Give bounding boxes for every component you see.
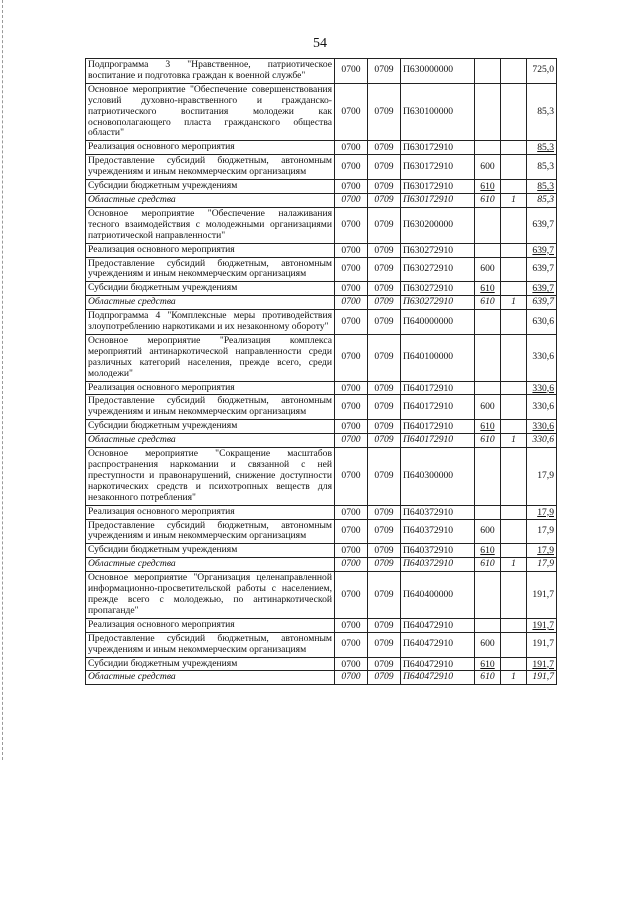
row-section-code: 0700 (335, 657, 368, 671)
row-funding-source (501, 282, 527, 296)
row-funding-source (501, 505, 527, 519)
row-subsection-code: 0709 (368, 448, 401, 506)
row-name: Реализация основного мероприятия (86, 505, 335, 519)
row-expense-type (475, 141, 501, 155)
row-name: Основное мероприятие "Реализация комплекса мероприятий антинаркотической направленности среди различных категорий населения, прежде всего, среди молодежи" (86, 334, 335, 381)
row-target-code: П640372910 (401, 544, 475, 558)
table-row (86, 420, 557, 434)
row-target-code: П630172910 (401, 193, 475, 207)
row-section-code: 0700 (335, 671, 368, 685)
row-target-code: П640472910 (401, 618, 475, 632)
row-funding-source (501, 141, 527, 155)
row-expense-type: 600 (475, 632, 501, 657)
row-section-code: 0700 (335, 155, 368, 180)
row-section-code: 0700 (335, 381, 368, 395)
row-expense-type: 610 (475, 193, 501, 207)
row-section-code: 0700 (335, 572, 368, 619)
row-subsection-code: 0709 (368, 434, 401, 448)
row-name: Областные средства (86, 434, 335, 448)
row-section-code: 0700 (335, 83, 368, 141)
table-row (86, 207, 557, 243)
row-expense-type: 610 (475, 420, 501, 434)
row-section-code: 0700 (335, 434, 368, 448)
row-expense-type: 600 (475, 257, 501, 282)
row-name: Областные средства (86, 193, 335, 207)
row-expense-type (475, 59, 501, 84)
row-expense-type: 610 (475, 671, 501, 685)
row-funding-source (501, 155, 527, 180)
row-amount: 85,3 (527, 155, 557, 180)
row-amount: 85,3 (527, 193, 557, 207)
row-amount: 191,7 (527, 671, 557, 685)
row-name: Субсидии бюджетным учреждениям (86, 180, 335, 194)
row-name: Субсидии бюджетным учреждениям (86, 420, 335, 434)
row-amount: 17,9 (527, 519, 557, 544)
row-funding-source (501, 420, 527, 434)
row-target-code: П640400000 (401, 572, 475, 619)
table-row (86, 519, 557, 544)
row-funding-source: 1 (501, 434, 527, 448)
row-funding-source (501, 395, 527, 420)
row-expense-type: 610 (475, 558, 501, 572)
row-name: Основное мероприятие "Сокращение масштабов распространения наркомании и связанной с ней преступности и правонарушений, снижение доступности наркотических средств и психотропных веществ для незаконного потребления" (86, 448, 335, 506)
row-section-code: 0700 (335, 59, 368, 84)
table-row-regional-funds (86, 434, 557, 448)
row-subsection-code: 0709 (368, 334, 401, 381)
row-subsection-code: 0709 (368, 381, 401, 395)
row-expense-type (475, 334, 501, 381)
table-row (86, 310, 557, 335)
row-expense-type (475, 207, 501, 243)
row-subsection-code: 0709 (368, 505, 401, 519)
row-subsection-code: 0709 (368, 395, 401, 420)
row-section-code: 0700 (335, 632, 368, 657)
table-row-regional-funds (86, 671, 557, 685)
row-name: Предоставление субсидий бюджетным, автономным учреждениям и иным некоммерческим организациям (86, 257, 335, 282)
page-number: 54 (313, 36, 327, 51)
row-expense-type: 610 (475, 657, 501, 671)
row-target-code: П640372910 (401, 519, 475, 544)
row-name: Областные средства (86, 671, 335, 685)
table-row (86, 59, 557, 84)
table-row-regional-funds (86, 558, 557, 572)
row-target-code: П630272910 (401, 257, 475, 282)
row-expense-type (475, 448, 501, 506)
row-funding-source (501, 83, 527, 141)
row-name: Предоставление субсидий бюджетным, автономным учреждениям и иным некоммерческим организациям (86, 519, 335, 544)
table-row (86, 448, 557, 506)
table-row (86, 180, 557, 194)
row-funding-source (501, 310, 527, 335)
row-expense-type: 610 (475, 544, 501, 558)
row-funding-source (501, 572, 527, 619)
row-amount: 17,9 (527, 558, 557, 572)
budget-table-body (86, 59, 557, 685)
row-funding-source: 1 (501, 193, 527, 207)
row-target-code: П640100000 (401, 334, 475, 381)
row-funding-source (501, 334, 527, 381)
row-name: Реализация основного мероприятия (86, 618, 335, 632)
row-target-code: П630172910 (401, 141, 475, 155)
row-expense-type: 610 (475, 434, 501, 448)
row-name: Предоставление субсидий бюджетным, автономным учреждениям и иным некоммерческим организациям (86, 395, 335, 420)
row-section-code: 0700 (335, 334, 368, 381)
row-expense-type (475, 243, 501, 257)
table-row-regional-funds (86, 193, 557, 207)
binding-margin-rule (2, 0, 4, 760)
row-subsection-code: 0709 (368, 632, 401, 657)
row-funding-source (501, 207, 527, 243)
row-subsection-code: 0709 (368, 282, 401, 296)
row-subsection-code: 0709 (368, 296, 401, 310)
row-target-code: П640472910 (401, 657, 475, 671)
row-funding-source (501, 519, 527, 544)
row-expense-type: 600 (475, 395, 501, 420)
row-funding-source (501, 632, 527, 657)
table-row (86, 505, 557, 519)
row-section-code: 0700 (335, 193, 368, 207)
row-expense-type: 610 (475, 296, 501, 310)
row-amount: 191,7 (527, 572, 557, 619)
row-target-code: П640000000 (401, 310, 475, 335)
row-target-code: П640172910 (401, 420, 475, 434)
row-subsection-code: 0709 (368, 657, 401, 671)
row-amount: 85,3 (527, 141, 557, 155)
row-subsection-code: 0709 (368, 207, 401, 243)
table-row (86, 395, 557, 420)
row-section-code: 0700 (335, 395, 368, 420)
table-row (86, 544, 557, 558)
row-section-code: 0700 (335, 296, 368, 310)
row-subsection-code: 0709 (368, 257, 401, 282)
row-name: Областные средства (86, 296, 335, 310)
row-target-code: П630172910 (401, 180, 475, 194)
row-name: Основное мероприятие "Организация целенаправленной информационно-просветительской работы с населением, прежде всего с молодежью, по антинаркотической пропаганде" (86, 572, 335, 619)
row-amount: 330,6 (527, 434, 557, 448)
row-section-code: 0700 (335, 141, 368, 155)
row-expense-type: 610 (475, 282, 501, 296)
budget-table (85, 58, 557, 685)
row-section-code: 0700 (335, 618, 368, 632)
row-amount: 17,9 (527, 544, 557, 558)
table-row (86, 155, 557, 180)
row-expense-type (475, 505, 501, 519)
row-subsection-code: 0709 (368, 544, 401, 558)
row-funding-source (501, 381, 527, 395)
row-name: Субсидии бюджетным учреждениям (86, 282, 335, 296)
row-amount: 639,7 (527, 257, 557, 282)
row-target-code: П640300000 (401, 448, 475, 506)
row-subsection-code: 0709 (368, 420, 401, 434)
row-funding-source (501, 59, 527, 84)
row-subsection-code: 0709 (368, 519, 401, 544)
row-expense-type (475, 310, 501, 335)
row-name: Подпрограмма 4 "Комплексные меры противодействия злоупотреблению наркотиками и их незаконному обороту" (86, 310, 335, 335)
row-amount: 17,9 (527, 448, 557, 506)
row-name: Реализация основного мероприятия (86, 243, 335, 257)
row-expense-type (475, 572, 501, 619)
row-section-code: 0700 (335, 544, 368, 558)
row-amount: 191,7 (527, 632, 557, 657)
table-row (86, 257, 557, 282)
row-target-code: П630100000 (401, 83, 475, 141)
row-funding-source (501, 180, 527, 194)
table-row (86, 83, 557, 141)
row-section-code: 0700 (335, 180, 368, 194)
row-expense-type (475, 618, 501, 632)
row-funding-source: 1 (501, 296, 527, 310)
row-amount: 630,6 (527, 310, 557, 335)
row-funding-source (501, 243, 527, 257)
row-amount: 639,7 (527, 207, 557, 243)
row-funding-source (501, 257, 527, 282)
row-amount: 191,7 (527, 618, 557, 632)
row-section-code: 0700 (335, 207, 368, 243)
row-name: Основное мероприятие "Обеспечение совершенствования условий духовно-нравственного и гражданско-патриотического воспитания молодежи как основополагающего пласта гражданского общества области" (86, 83, 335, 141)
row-target-code: П640472910 (401, 632, 475, 657)
row-section-code: 0700 (335, 257, 368, 282)
row-name: Реализация основного мероприятия (86, 141, 335, 155)
row-amount: 639,7 (527, 282, 557, 296)
table-row (86, 243, 557, 257)
row-name: Подпрограмма 3 "Нравственное, патриотическое воспитание и подготовка граждан к военной службе" (86, 59, 335, 84)
row-funding-source (501, 448, 527, 506)
table-row (86, 141, 557, 155)
row-amount: 639,7 (527, 296, 557, 310)
row-amount: 17,9 (527, 505, 557, 519)
row-amount: 330,6 (527, 395, 557, 420)
row-name: Субсидии бюджетным учреждениям (86, 544, 335, 558)
row-amount: 85,3 (527, 180, 557, 194)
row-funding-source (501, 657, 527, 671)
row-subsection-code: 0709 (368, 155, 401, 180)
row-amount: 330,6 (527, 334, 557, 381)
row-name: Субсидии бюджетным учреждениям (86, 657, 335, 671)
table-row (86, 381, 557, 395)
row-target-code: П630272910 (401, 282, 475, 296)
row-target-code: П630000000 (401, 59, 475, 84)
row-target-code: П630272910 (401, 296, 475, 310)
row-subsection-code: 0709 (368, 310, 401, 335)
row-amount: 639,7 (527, 243, 557, 257)
row-subsection-code: 0709 (368, 193, 401, 207)
row-amount: 725,0 (527, 59, 557, 84)
table-row (86, 632, 557, 657)
table-row (86, 282, 557, 296)
row-section-code: 0700 (335, 519, 368, 544)
row-section-code: 0700 (335, 558, 368, 572)
table-row (86, 657, 557, 671)
row-subsection-code: 0709 (368, 618, 401, 632)
row-section-code: 0700 (335, 243, 368, 257)
row-subsection-code: 0709 (368, 558, 401, 572)
row-funding-source: 1 (501, 558, 527, 572)
table-row-regional-funds (86, 296, 557, 310)
row-subsection-code: 0709 (368, 572, 401, 619)
row-funding-source (501, 618, 527, 632)
row-name: Предоставление субсидий бюджетным, автономным учреждениям и иным некоммерческим организациям (86, 155, 335, 180)
row-funding-source: 1 (501, 671, 527, 685)
row-name: Основное мероприятие "Обеспечение налаживания тесного взаимодействия с молодежными организациями патриотической направленности" (86, 207, 335, 243)
row-section-code: 0700 (335, 420, 368, 434)
row-amount: 85,3 (527, 83, 557, 141)
row-subsection-code: 0709 (368, 243, 401, 257)
row-expense-type: 600 (475, 519, 501, 544)
row-target-code: П630172910 (401, 155, 475, 180)
table-row (86, 618, 557, 632)
row-section-code: 0700 (335, 448, 368, 506)
row-expense-type: 610 (475, 180, 501, 194)
row-amount: 330,6 (527, 381, 557, 395)
row-subsection-code: 0709 (368, 180, 401, 194)
row-section-code: 0700 (335, 505, 368, 519)
row-target-code: П640472910 (401, 671, 475, 685)
table-row (86, 572, 557, 619)
row-funding-source (501, 544, 527, 558)
row-name: Предоставление субсидий бюджетным, автономным учреждениям и иным некоммерческим организациям (86, 632, 335, 657)
row-subsection-code: 0709 (368, 671, 401, 685)
row-target-code: П640372910 (401, 505, 475, 519)
row-target-code: П630200000 (401, 207, 475, 243)
row-name: Областные средства (86, 558, 335, 572)
row-target-code: П640172910 (401, 434, 475, 448)
row-amount: 191,7 (527, 657, 557, 671)
row-target-code: П640372910 (401, 558, 475, 572)
row-name: Реализация основного мероприятия (86, 381, 335, 395)
row-expense-type: 600 (475, 155, 501, 180)
row-amount: 330,6 (527, 420, 557, 434)
row-target-code: П640172910 (401, 381, 475, 395)
row-target-code: П640172910 (401, 395, 475, 420)
row-subsection-code: 0709 (368, 83, 401, 141)
row-section-code: 0700 (335, 282, 368, 296)
row-expense-type (475, 83, 501, 141)
row-subsection-code: 0709 (368, 141, 401, 155)
table-row (86, 334, 557, 381)
row-section-code: 0700 (335, 310, 368, 335)
row-subsection-code: 0709 (368, 59, 401, 84)
row-target-code: П630272910 (401, 243, 475, 257)
row-expense-type (475, 381, 501, 395)
